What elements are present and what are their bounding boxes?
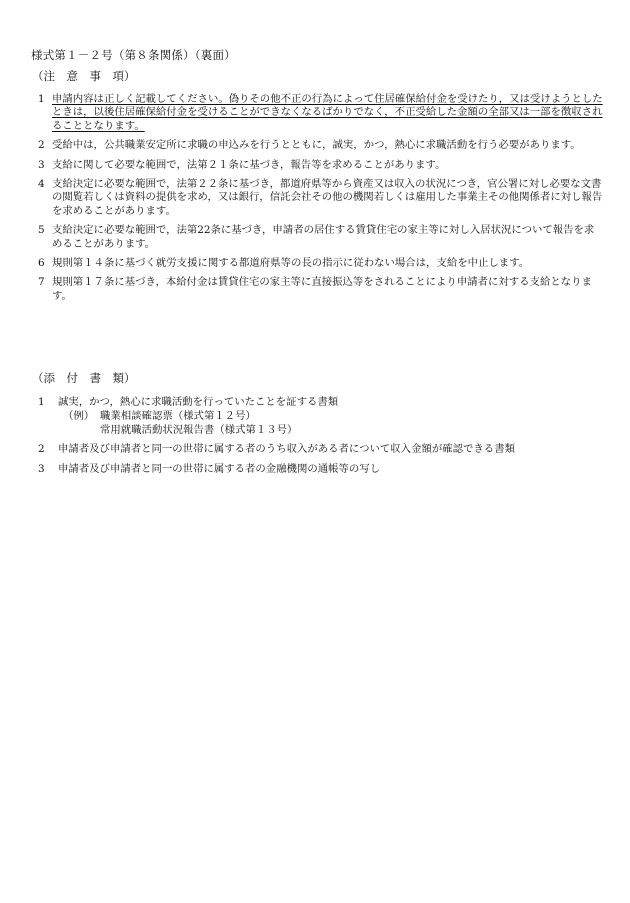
note-text: 支給に関して必要な範囲で，法第２１条に基づき，報告等を求めることがあります。 <box>52 158 446 171</box>
note-text: 申請内容は正しく記載してください。偽りその他不正の行為によって住居確保給付金を受けたり，又は受けようとしたときは，以後住居確保給付金を受けることができなくなるばかりでなく，不正受給した金額の全部又は一部を徴収されることとなります。 <box>52 93 603 132</box>
notes-heading: （注 意 事 項） <box>32 69 136 83</box>
example-line: 常用就職活動状況報告書（様式第１３号） <box>100 423 298 436</box>
note-item-6 <box>38 257 604 270</box>
attachments-heading: （添 付 書 類） <box>32 371 136 385</box>
note-number: 6 <box>38 257 45 270</box>
note-number: 2 <box>38 139 45 152</box>
attachment-examples <box>58 410 604 437</box>
note-number: 1 <box>38 93 45 105</box>
note-item-4 <box>38 178 604 218</box>
note-item-5 <box>38 224 604 251</box>
form-title: 様式第１－２号（第８条関係）（裏面） <box>31 48 236 62</box>
attachment-item-1 <box>38 396 604 437</box>
attachment-text: 申請者及び申請者と同一の世帯に属する者のうち収入がある者について収入金額が確認できる書類 <box>58 443 515 456</box>
note-item-2 <box>38 139 604 152</box>
note-number: 4 <box>38 178 45 191</box>
note-item-7 <box>38 276 604 303</box>
note-number: 3 <box>38 158 45 171</box>
attachment-item-2 <box>38 443 604 456</box>
note-number: 7 <box>38 276 45 289</box>
attachment-number: 2 <box>38 443 45 456</box>
note-text: 支給決定に必要な範囲で，法第22条に基づき，申請者の居住する賃貸住宅の家主等に対し入居状況について報告を求めることがあります。 <box>52 224 595 250</box>
attachment-item-3 <box>38 463 604 476</box>
note-text: 規則第１７条に基づき，本給付金は賃貸住宅の家主等に直接振込等をされることにより申請者に対する支給となります。 <box>52 276 592 302</box>
attachments-list <box>38 396 604 482</box>
note-text: 規則第１４条に基づく就労支援に関する都道府県等の長の指示に従わない場合は，支給を中止します。 <box>52 257 530 270</box>
notes-list <box>38 93 604 309</box>
attachment-number: 1 <box>38 396 45 408</box>
note-number: 5 <box>38 224 45 237</box>
note-text: 受給中は，公共職業安定所に求職の申込みを行うとともに，誠実，かつ，熱心に求職活動を行う必要があります。 <box>52 139 581 152</box>
attachment-text: 申請者及び申請者と同一の世帯に属する者の金融機関の通帳等の写し <box>58 462 381 475</box>
attachment-number: 3 <box>38 462 45 475</box>
note-text: 支給決定に必要な範囲で，法第２２条に基づき，都道府県等から資産又は収入の状況につき，官公署に対し必要な文書の閲覧若しくは資料の提供を求め，又は銀行，信託会社その他の機関若しくは雇用した事業主その他関係者に対し報告を求めることがあります。 <box>52 178 603 217</box>
note-item-3 <box>38 159 604 172</box>
attachment-text: 誠実，かつ，熱心に求職活動を行っていたことを証する書類 <box>58 396 339 408</box>
example-label: （例） <box>63 410 95 423</box>
example-line: 職業相談確認票（様式第１２号） <box>100 410 256 423</box>
note-item-1 <box>38 93 604 133</box>
